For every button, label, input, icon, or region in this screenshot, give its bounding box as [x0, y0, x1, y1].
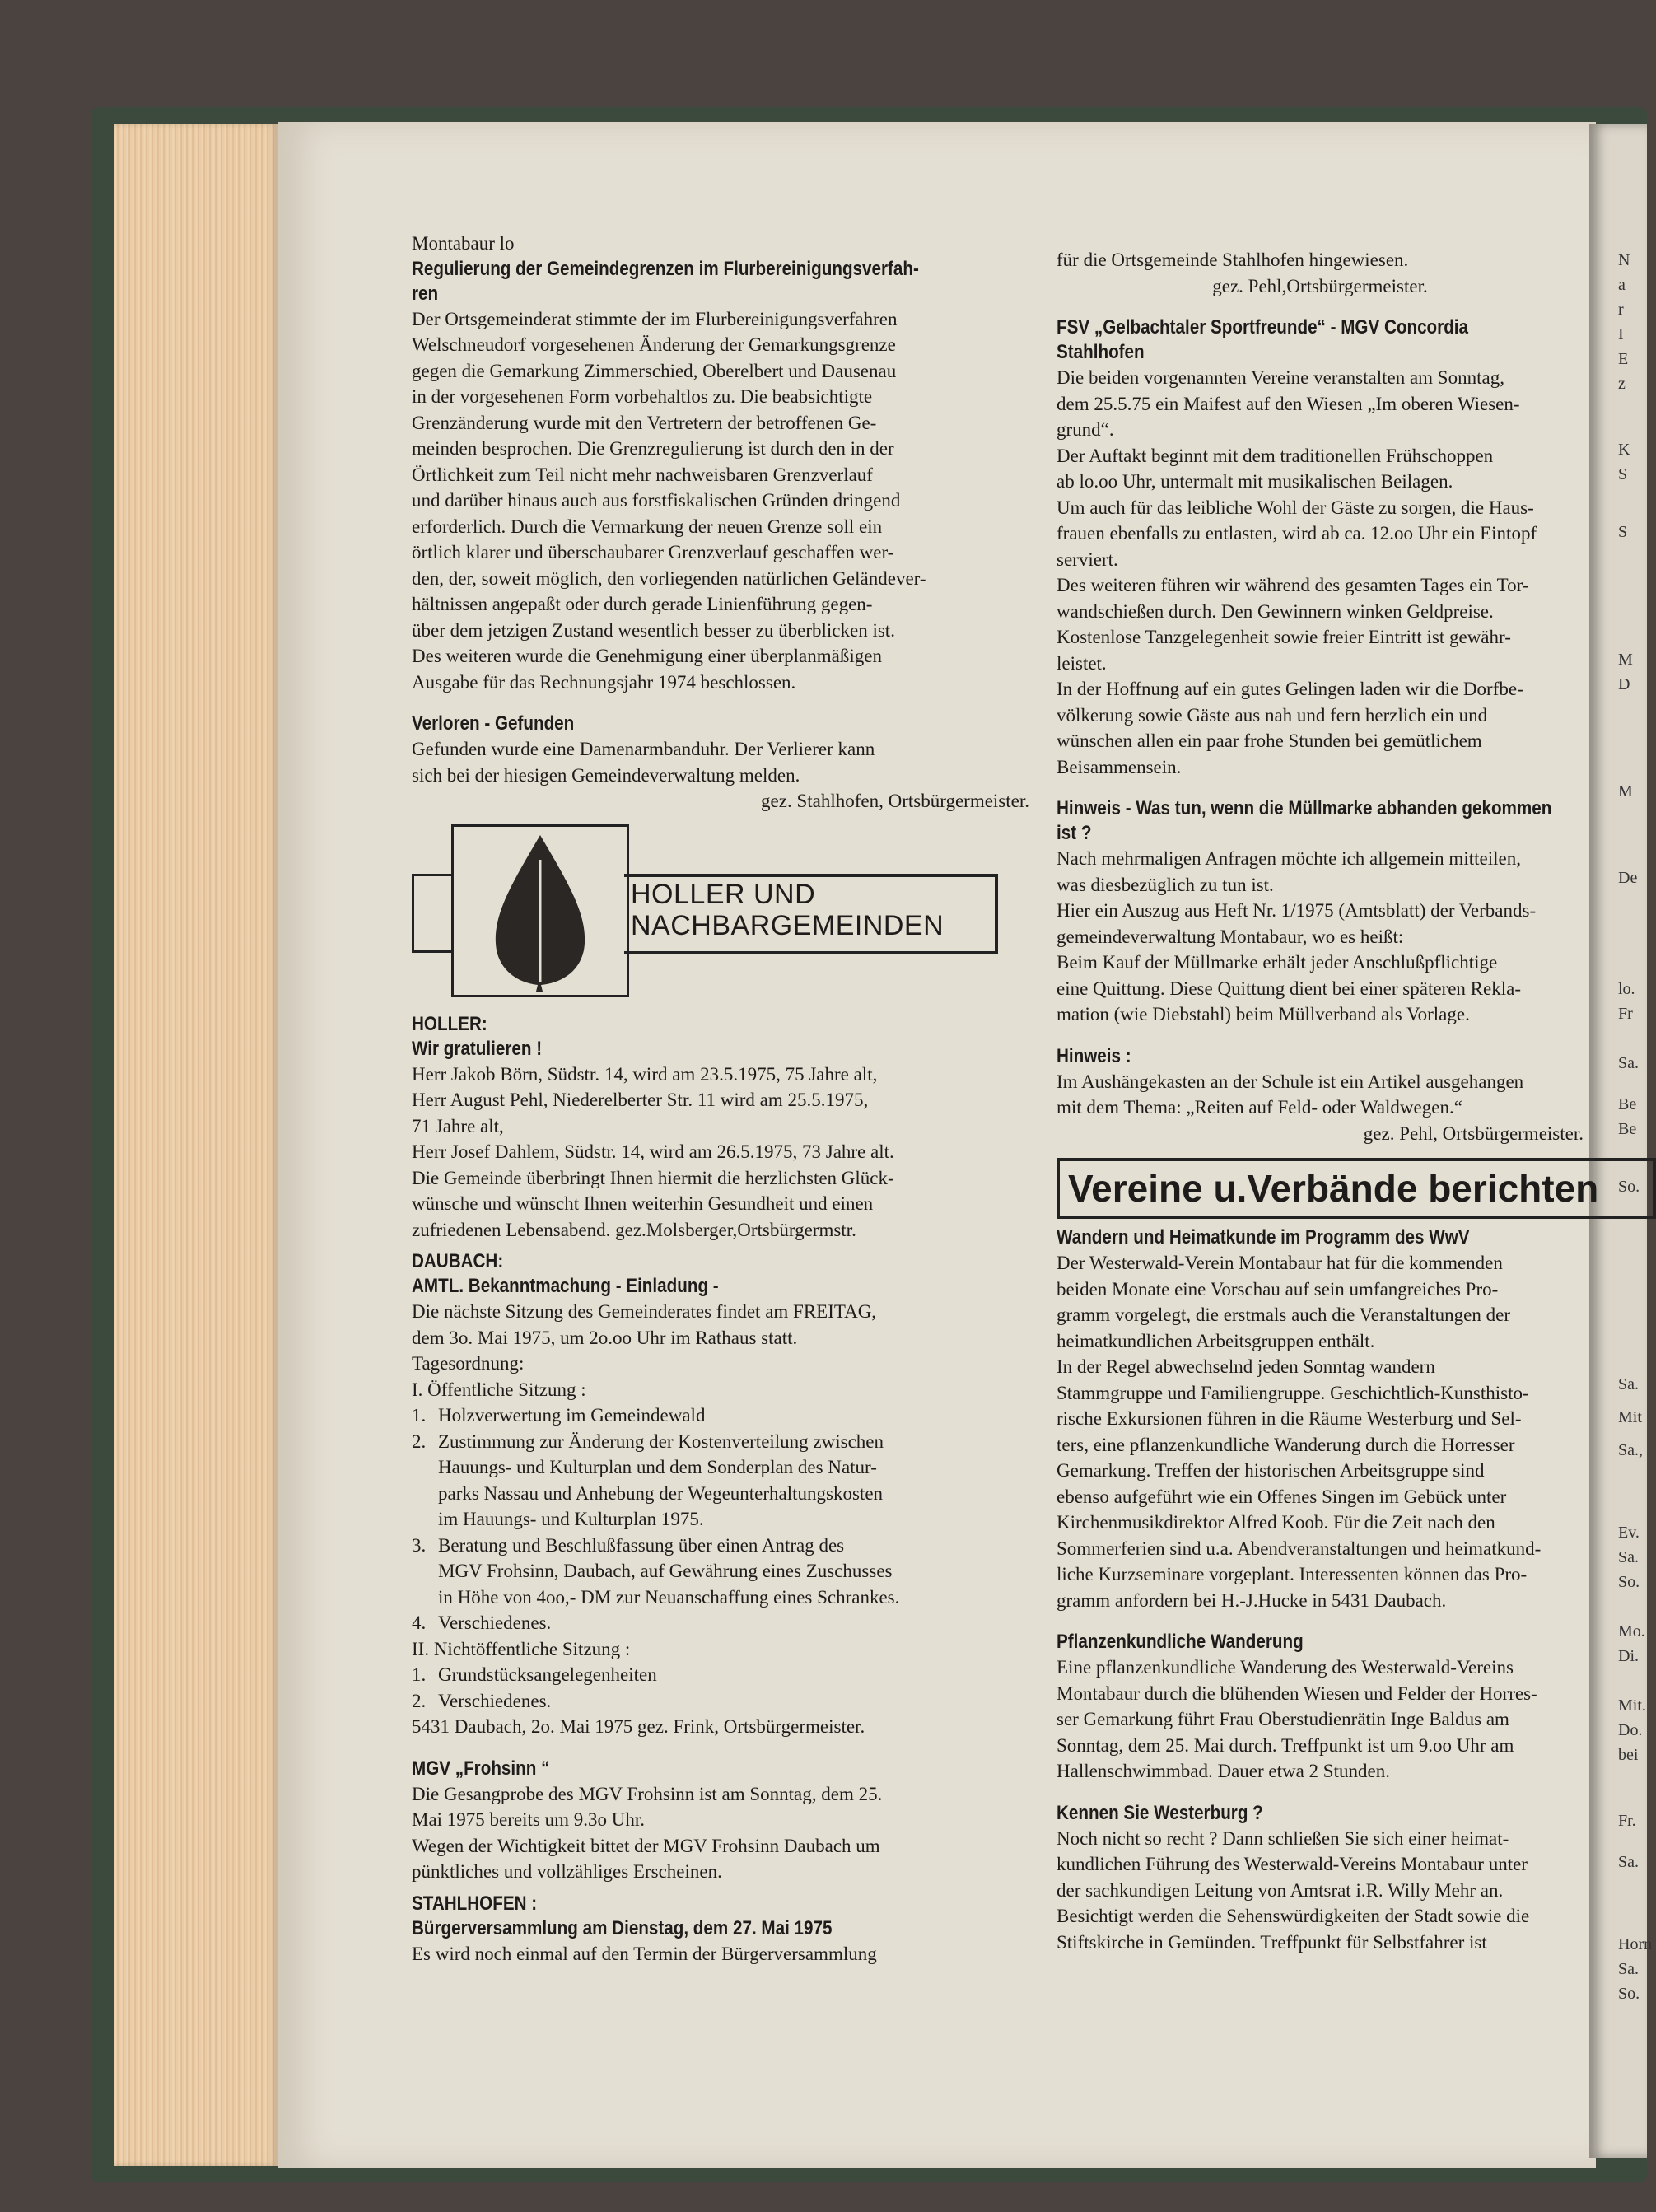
- agenda-text: in Höhe von 4oo,- DM zur Neuanschaffung eines Schrankes.: [438, 1586, 900, 1608]
- text-line: Stammgruppe und Familiengruppe. Geschichtlich-Kunsthisto-: [1057, 1382, 1529, 1403]
- text-line: Nach mehrmaligen Anfragen möchte ich allgemein mitteilen,: [1057, 848, 1521, 869]
- westerburg-heading: Kennen Sie Westerburg ?: [1057, 1801, 1263, 1824]
- edge-fragment: Be: [1618, 1120, 1637, 1138]
- text-line: über dem jetzigen Zustand wesentlich besser zu überblicken ist.: [412, 619, 895, 641]
- text-line: Welschneudorf vorgesehenen Änderung der Gemarkungsgrenze: [412, 334, 896, 355]
- regulierung-body: [412, 306, 1038, 696]
- edge-fragment: Mit: [1618, 1408, 1642, 1426]
- edge-fragment: I: [1618, 325, 1624, 343]
- right-column: [1057, 247, 1599, 1955]
- edge-fragment: Mo.: [1618, 1622, 1645, 1640]
- text-line: Eine pflanzenkundliche Wanderung des Westerwald-Vereins: [1057, 1657, 1514, 1678]
- daubach-agenda-nonpublic: [412, 1662, 1038, 1714]
- text-line: Gemarkung. Treffen der historischen Arbeitsgruppe sind: [1057, 1460, 1485, 1481]
- regulierung-heading-1: Regulierung der Gemeindegrenzen im Flurbereinigungsverfah-: [412, 257, 919, 280]
- agenda-item: [412, 1506, 1038, 1533]
- text-line: Hier ein Auszug aus Heft Nr. 1/1975 (Amtsblatt) der Verbands-: [1057, 900, 1537, 921]
- text-line: Tagesordnung:: [412, 1353, 525, 1374]
- edge-fragment: S: [1618, 523, 1628, 541]
- agenda-number: [412, 1558, 438, 1584]
- agenda-number: [412, 1481, 438, 1507]
- text-line: Beisammensein.: [1057, 756, 1182, 777]
- text-line: was diesbezüglich zu tun ist.: [1057, 874, 1274, 895]
- edge-fragment: M: [1618, 782, 1633, 800]
- agenda-number: 2.: [412, 1430, 427, 1452]
- muellmarke-body: [1057, 846, 1592, 1028]
- leaf-icon: [454, 827, 627, 995]
- agenda-text: Hauungs- und Kulturplan und dem Sonderplan des Natur-: [438, 1457, 877, 1477]
- text-line: Stiftskirche in Gemünden. Treffpunkt für Selbstfahrer ist: [1057, 1931, 1487, 1953]
- muellmarke-heading-2: ist ?: [1057, 822, 1092, 844]
- text-line: dem 3o. Mai 1975, um 2o.oo Uhr im Rathaus statt.: [412, 1327, 798, 1348]
- agenda-text: Verschiedenes.: [438, 1690, 552, 1711]
- stahlhofen-continued: [1057, 247, 1592, 273]
- agenda-text: MGV Frohsinn, Daubach, auf Gewährung eines Zuschusses: [438, 1561, 893, 1581]
- agenda-item: [412, 1688, 1038, 1715]
- text-line: Besichtigt werden die Sehenswürdigkeiten der Stadt sowie die: [1057, 1906, 1530, 1926]
- text-line: Grenzänderung wurde mit den Vertretern der betroffenen Ge-: [412, 412, 877, 433]
- agenda-item: [412, 1481, 1038, 1507]
- text-line: Die nächste Sitzung des Gemeinderates findet am FREITAG,: [412, 1301, 877, 1322]
- wandern-heading: Wandern und Heimatkunde im Programm des WwV: [1057, 1226, 1470, 1248]
- text-line: sich bei der hiesigen Gemeindeverwaltung melden.: [412, 764, 800, 786]
- text-line: leistet.: [1057, 652, 1107, 674]
- text-line: beiden Monate eine Vorschau auf sein umfangreiches Pro-: [1057, 1278, 1499, 1300]
- text-line: Noch nicht so recht ? Dann schließen Sie sich einer heimat-: [1057, 1827, 1509, 1849]
- agenda-item: [412, 1533, 1038, 1559]
- agenda-number: [412, 1506, 438, 1533]
- text-line: gramm anfordern bei H.-J.Hucke in 5431 Daubach.: [1057, 1589, 1447, 1611]
- text-line: Der Westerwald-Verein Montabaur hat für die kommenden: [1057, 1253, 1503, 1273]
- text-line: erforderlich. Durch die Vermarkung der neuen Grenze soll ein: [412, 516, 883, 537]
- logo-title-line1: HOLLER UND: [631, 878, 816, 910]
- edge-fragment: Be: [1618, 1095, 1637, 1113]
- fsv-heading-1: FSV „Gelbachtaler Sportfreunde“ - MGV Concordia: [1057, 316, 1469, 338]
- text-line: ser Gemarkung führt Frau Oberstudienrätin Inge Baldus am: [1057, 1709, 1509, 1729]
- logo-title-line2: NACHBARGEMEINDEN: [631, 909, 945, 941]
- edge-fragment: So.: [1618, 1985, 1640, 2003]
- agenda-item: [412, 1454, 1038, 1481]
- holler-body: [412, 1062, 1038, 1244]
- daubach-agenda-public: [412, 1402, 1038, 1636]
- agenda-text: im Hauungs- und Kulturplan 1975.: [438, 1509, 704, 1529]
- text-line: Herr August Pehl, Niederelberter Str. 11 wird am 25.5.1975,: [412, 1090, 869, 1110]
- text-line: Die Gesangprobe des MGV Frohsinn ist am Sonntag, dem 25.: [412, 1783, 883, 1804]
- edge-fragment: Sa.,: [1618, 1441, 1643, 1459]
- westerburg-body: [1057, 1826, 1592, 1956]
- text-line: Der Auftakt beginnt mit dem traditionellen Frühschoppen: [1057, 445, 1494, 466]
- text-line: örtlich klarer und überschaubarer Grenzverlauf geschaffen wer-: [412, 542, 894, 562]
- text-line: ters, eine pflanzenkundliche Wanderung durch die Horresser: [1057, 1434, 1515, 1455]
- text-line: pünktliches und vollzähliges Erscheinen.: [412, 1861, 722, 1882]
- text-line: gramm vorgelegt, die erstmals auch die Veranstaltungen der: [1057, 1304, 1510, 1325]
- text-line: Herr Jakob Börn, Südstr. 14, wird am 23.5.1975, 75 Jahre alt,: [412, 1063, 878, 1085]
- agenda-text: Grundstücksangelegenheiten: [438, 1664, 657, 1685]
- agenda-number: 3.: [412, 1534, 427, 1556]
- edge-fragment: Horn: [1618, 1935, 1653, 1953]
- edge-fragment: De: [1618, 869, 1638, 887]
- page-edges: [114, 124, 278, 2166]
- text-line: frauen ebenfalls zu entlasten, wird ab ca. 12.oo Uhr ein Eintopf: [1057, 523, 1537, 544]
- text-line: Sommerferien sind u.a. Abendveranstaltungen und heimatkund-: [1057, 1538, 1542, 1559]
- agenda-item: [412, 1429, 1038, 1455]
- pflanzen-heading: Pflanzenkundliche Wanderung: [1057, 1631, 1304, 1653]
- text-line: Um auch für das leibliche Wohl der Gäste zu sorgen, die Haus-: [1057, 497, 1534, 518]
- text-line: Es wird noch einmal auf den Termin der Bürgerversammlung: [412, 1943, 877, 1964]
- edge-fragment: N: [1618, 251, 1630, 269]
- text-line: Die beiden vorgenannten Vereine veranstalten am Sonntag,: [1057, 367, 1504, 388]
- muellmarke-heading-1: Hinweis - Was tun, wenn die Müllmarke abhanden gekommen: [1057, 797, 1552, 819]
- text-line: für die Ortsgemeinde Stahlhofen hingewiesen.: [1057, 250, 1409, 270]
- text-line: den, der, soweit möglich, den vorliegenden natürlichen Geländever-: [412, 567, 926, 589]
- verloren-body: [412, 736, 1038, 788]
- text-line: mit dem Thema: „Reiten auf Feld- oder Waldwegen.“: [1057, 1097, 1462, 1118]
- text-line: meinden besprochen. Die Grenzregulierung ist durch den in der: [412, 438, 894, 459]
- place-line: Montabaur lo: [412, 233, 515, 254]
- holler-logo: [412, 824, 1005, 997]
- edge-fragment: Sa.: [1618, 1960, 1639, 1978]
- edge-fragment: So.: [1618, 1178, 1640, 1196]
- text-line: wünsche und wünscht Ihnen weiterhin Gesundheit und einen: [412, 1193, 874, 1214]
- edge-fragment: r: [1618, 301, 1624, 319]
- agenda-number: 1.: [412, 1405, 427, 1426]
- edge-fragment: Fr.: [1618, 1812, 1636, 1830]
- edge-fragment: So.: [1618, 1573, 1640, 1591]
- text-line: Wegen der Wichtigkeit bittet der MGV Frohsinn Daubach um: [412, 1835, 880, 1856]
- text-line: in der vorgesehenen Form vorbehaltlos zu. Die beabsichtigte: [412, 386, 873, 407]
- regulierung-heading-2: ren: [412, 282, 439, 305]
- stahlhofen-signature: gez. Pehl,Ortsbürgermeister.: [1212, 275, 1428, 296]
- text-line: I. Öffentliche Sitzung :: [412, 1379, 586, 1400]
- text-line: hältnissen angepaßt oder durch gerade Linienführung gegen-: [412, 594, 873, 614]
- edge-fragment: Fr: [1618, 1005, 1633, 1023]
- edge-fragment: Do.: [1618, 1721, 1643, 1739]
- text-line: Herr Josef Dahlem, Südstr. 14, wird am 26.5.1975, 73 Jahre alt.: [412, 1141, 894, 1162]
- text-line: ab lo.oo Uhr, untermalt mit musikalischen Beilagen.: [1057, 471, 1453, 492]
- next-page-edge: [1589, 124, 1653, 2158]
- agenda-number: 4.: [412, 1612, 427, 1633]
- daubach-subheading: AMTL. Bekanntmachung - Einladung -: [412, 1275, 719, 1297]
- agenda-text: Beratung und Beschlußfassung über einen Antrag des: [438, 1534, 845, 1556]
- text-line: liche Kurzseminare vorgeplant. Interessenten können das Pro-: [1057, 1564, 1528, 1584]
- agenda-text: Holzverwertung im Gemeindewald: [438, 1405, 706, 1426]
- edge-fragment: M: [1618, 651, 1633, 669]
- edge-fragment: K: [1618, 441, 1630, 459]
- text-line: Im Aushängekasten an der Schule ist ein Artikel ausgehangen: [1057, 1071, 1524, 1092]
- edge-fragment: Mit.: [1618, 1696, 1646, 1715]
- hinweis-body: [1057, 1069, 1592, 1121]
- daubach-heading: DAUBACH:: [412, 1250, 504, 1272]
- text-line: völkerung sowie Gäste aus nah und fern herzlich ein und: [1057, 704, 1488, 726]
- text-line: Kirchenmusikdirektor Alfred Koob. Für die Zeit nach den: [1057, 1512, 1495, 1533]
- text-line: Des weiteren führen wir während des gesamten Tages ein Tor-: [1057, 575, 1529, 595]
- edge-fragment: S: [1618, 465, 1628, 483]
- text-line: 71 Jahre alt,: [412, 1115, 504, 1136]
- edge-fragment: Sa.: [1618, 1853, 1639, 1871]
- text-line: In der Hoffnung auf ein gutes Gelingen laden wir die Dorfbe-: [1057, 679, 1523, 699]
- edge-fragment: lo.: [1618, 980, 1635, 998]
- text-line: Beim Kauf der Müllmarke erhält jeder Anschlußpflichtige: [1057, 952, 1498, 973]
- text-line: rische Exkursionen führen in die Räume Westerburg und Sel-: [1057, 1408, 1522, 1429]
- agenda-number: 2.: [412, 1690, 427, 1711]
- text-line: mation (wie Diebstahl) beim Müllverband als Vorlage.: [1057, 1004, 1470, 1024]
- agenda-text: Verschiedenes.: [438, 1612, 552, 1633]
- daubach-intro: [412, 1299, 1038, 1402]
- text-line: Hallenschwimmbad. Dauer etwa 2 Stunden.: [1057, 1761, 1390, 1781]
- text-line: Sonntag, dem 25. Mai durch. Treffpunkt ist um 9.oo Uhr am: [1057, 1734, 1514, 1756]
- edge-fragment: Ev.: [1618, 1524, 1640, 1542]
- holler-heading: HOLLER:: [412, 1012, 487, 1035]
- agenda-item: [412, 1610, 1038, 1636]
- text-line: Örtlichkeit zum Teil nicht mehr nachweisbaren Grenzverlauf: [412, 464, 873, 485]
- text-line: Montabaur durch die blühenden Wiesen und Felder der Horres-: [1057, 1682, 1537, 1704]
- text-line: gegen die Gemarkung Zimmerschied, Oberelbert und Dausenau: [412, 360, 897, 381]
- edge-fragment: Sa.: [1618, 1054, 1639, 1072]
- hinweis-heading: Hinweis :: [1057, 1044, 1131, 1067]
- text-line: gemeindeverwaltung Montabaur, wo es heißt:: [1057, 926, 1404, 947]
- agenda-number: [412, 1454, 438, 1481]
- text-line: Mai 1975 bereits um 9.3o Uhr.: [412, 1809, 645, 1830]
- fsv-heading-2: Stahlhofen: [1057, 341, 1145, 363]
- fsv-body: [1057, 365, 1592, 780]
- stahlhofen-body: [412, 1941, 1038, 1967]
- holler-subheading: Wir gratulieren !: [412, 1037, 543, 1060]
- text-line: und darüber hinaus auch aus forstfiskalischen Gründen dringend: [412, 490, 901, 511]
- agenda-number: 1.: [412, 1664, 427, 1685]
- vereine-banner: Vereine u.Verbände berichten: [1057, 1158, 1656, 1219]
- agenda-item: [412, 1402, 1038, 1429]
- agenda-text: parks Nassau und Anhebung der Wegeunterhaltungskosten: [438, 1482, 884, 1504]
- text-line: dem 25.5.75 ein Maifest auf den Wiesen „Im oberen Wiesen-: [1057, 393, 1520, 414]
- agenda-number: [412, 1584, 438, 1611]
- text-line: Gefunden wurde eine Damenarmbanduhr. Der Verlierer kann: [412, 739, 875, 759]
- daubach-nonpublic-label: II. Nichtöffentliche Sitzung :: [412, 1638, 631, 1659]
- text-line: Die Gemeinde überbringt Ihnen hiermit die herzlichsten Glück-: [412, 1167, 894, 1188]
- text-line: heimatkundlichen Arbeitsgruppen enthält.: [1057, 1330, 1375, 1351]
- text-line: serviert.: [1057, 548, 1118, 570]
- text-line: zufriedenen Lebensabend. gez.Molsberger,Ortsbürgermstr.: [412, 1219, 856, 1240]
- edge-fragment: D: [1618, 675, 1630, 693]
- text-line: ebenso aufgeführt wie ein Offenes Singen im Gebück unter: [1057, 1486, 1507, 1507]
- agenda-item: [412, 1558, 1038, 1584]
- text-line: Der Ortsgemeinderat stimmte der im Flurbereinigungsverfahren: [412, 308, 898, 329]
- verloren-heading: Verloren - Gefunden: [412, 712, 575, 735]
- agenda-item: [412, 1662, 1038, 1688]
- stahlhofen-heading: STAHLHOFEN :: [412, 1892, 538, 1915]
- frohsinn-body: [412, 1781, 1038, 1885]
- edge-fragment: a: [1618, 276, 1626, 294]
- wandern-body: [1057, 1250, 1592, 1613]
- edge-fragment: z: [1618, 375, 1626, 393]
- pflanzen-body: [1057, 1654, 1592, 1785]
- text-line: grund“.: [1057, 419, 1114, 440]
- agenda-item: [412, 1584, 1038, 1611]
- edge-fragment: bei: [1618, 1746, 1639, 1764]
- text-line: Ausgabe für das Rechnungsjahr 1974 beschlossen.: [412, 671, 796, 693]
- left-column: [412, 231, 1038, 1967]
- text-line: wandschießen durch. Den Gewinnern winken Geldpreise.: [1057, 600, 1494, 622]
- edge-fragment: E: [1618, 350, 1629, 368]
- hinweis-signature: gez. Pehl, Ortsbürgermeister.: [1363, 1122, 1584, 1144]
- frohsinn-heading: MGV „Frohsinn “: [412, 1757, 550, 1780]
- edge-fragment: Sa.: [1618, 1548, 1639, 1566]
- text-line: Des weiteren wurde die Genehmigung einer überplanmäßigen: [412, 646, 882, 666]
- verloren-signature: gez. Stahlhofen, Ortsbürgermeister.: [761, 791, 1029, 811]
- edge-fragment: Di.: [1618, 1647, 1639, 1665]
- text-line: wünschen allen ein paar frohe Stunden bei gemütlichem: [1057, 730, 1482, 751]
- daubach-signature: 5431 Daubach, 2o. Mai 1975 gez. Frink, Ortsbürgermeister.: [412, 1716, 865, 1737]
- text-line: kundlichen Führung des Westerwald-Vereins Montabaur unter: [1057, 1854, 1528, 1874]
- agenda-text: Zustimmung zur Änderung der Kostenverteilung zwischen: [438, 1430, 884, 1452]
- edge-fragment: Sa.: [1618, 1375, 1639, 1393]
- text-line: Kostenlose Tanzgelegenheit sowie freier Eintritt ist gewähr-: [1057, 627, 1511, 647]
- text-line: In der Regel abwechselnd jeden Sonntag wandern: [1057, 1356, 1435, 1377]
- stahlhofen-subheading: Bürgerversammlung am Dienstag, dem 27. Mai 1975: [412, 1916, 833, 1939]
- text-line: eine Quittung. Diese Quittung dient bei einer späteren Rekla-: [1057, 978, 1521, 999]
- text-line: der sachkundigen Leitung von Amtsrat i.R. Willy Mehr an.: [1057, 1879, 1504, 1901]
